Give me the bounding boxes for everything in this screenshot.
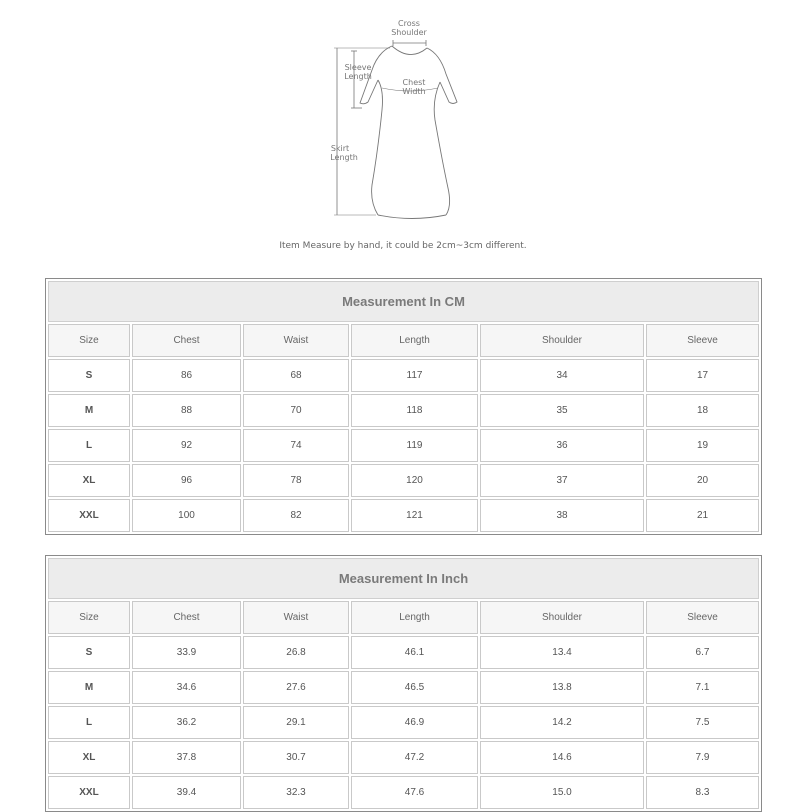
length-cell: 47.6 [351,776,478,809]
length-cell: 117 [351,359,478,392]
chest-width-label-2: Width [402,87,426,96]
size-cell: XL [48,464,130,497]
sleeve-length-label-2: Length [344,72,372,81]
shoulder-cell: 38 [480,499,644,532]
chest-width-label-1: Chest [402,78,426,87]
chest-cell: 88 [132,394,241,427]
chest-cell: 96 [132,464,241,497]
waist-cell: 74 [243,429,349,462]
sleeve-cell: 18 [646,394,759,427]
table-row [48,394,759,427]
column-header-waist: Waist [243,324,349,357]
length-cell: 121 [351,499,478,532]
shoulder-cell: 15.0 [480,776,644,809]
measurement-note: Item Measure by hand, it could be 2cm~3cm different. [279,241,527,251]
length-cell: 120 [351,464,478,497]
waist-cell: 32.3 [243,776,349,809]
dress-measurement-diagram [320,10,480,225]
waist-cell: 27.6 [243,671,349,704]
column-header-length: Length [351,601,478,634]
size-cell: XXL [48,499,130,532]
shoulder-cell: 13.4 [480,636,644,669]
table-row [48,429,759,462]
length-cell: 46.1 [351,636,478,669]
column-header-size: Size [48,324,130,357]
length-cell: 119 [351,429,478,462]
shoulder-cell: 36 [480,429,644,462]
chest-cell: 92 [132,429,241,462]
sleeve-cell: 17 [646,359,759,392]
sleeve-cell: 7.9 [646,741,759,774]
sleeve-cell: 6.7 [646,636,759,669]
column-header-shoulder: Shoulder [480,324,644,357]
shoulder-cell: 34 [480,359,644,392]
column-header-sleeve: Sleeve [646,601,759,634]
chest-cell: 34.6 [132,671,241,704]
sleeve-cell: 7.5 [646,706,759,739]
shoulder-cell: 14.2 [480,706,644,739]
sleeve-cell: 19 [646,429,759,462]
table-header-row [48,601,759,634]
shoulder-cell: 35 [480,394,644,427]
shoulder-cell: 13.8 [480,671,644,704]
table-row [48,776,759,809]
table-title: Measurement In CM [48,281,759,322]
table-row [48,636,759,669]
table-title: Measurement In Inch [48,558,759,599]
waist-cell: 68 [243,359,349,392]
table-header-row [48,324,759,357]
chest-cell: 37.8 [132,741,241,774]
cross-shoulder-label-1: Cross [398,19,420,28]
waist-cell: 30.7 [243,741,349,774]
table-row [48,741,759,774]
waist-cell: 29.1 [243,706,349,739]
column-header-waist: Waist [243,601,349,634]
size-table-cm [45,278,762,535]
table-row [48,671,759,704]
chest-cell: 86 [132,359,241,392]
table-row [48,706,759,739]
size-cell: XL [48,741,130,774]
column-header-sleeve: Sleeve [646,324,759,357]
size-cell: M [48,394,130,427]
skirt-length-label-2: Length [330,153,358,162]
waist-cell: 70 [243,394,349,427]
table-row [48,499,759,532]
chest-cell: 100 [132,499,241,532]
cross-shoulder-label-2: Shoulder [391,28,427,37]
chest-cell: 33.9 [132,636,241,669]
skirt-length-label-1: Skirt [330,144,350,153]
sleeve-cell: 8.3 [646,776,759,809]
size-cell: XXL [48,776,130,809]
table-row [48,464,759,497]
shoulder-cell: 37 [480,464,644,497]
sleeve-cell: 21 [646,499,759,532]
sleeve-cell: 20 [646,464,759,497]
column-header-length: Length [351,324,478,357]
column-header-chest: Chest [132,601,241,634]
length-cell: 46.9 [351,706,478,739]
column-header-size: Size [48,601,130,634]
size-cell: L [48,429,130,462]
sleeve-cell: 7.1 [646,671,759,704]
length-cell: 118 [351,394,478,427]
shoulder-cell: 14.6 [480,741,644,774]
length-cell: 46.5 [351,671,478,704]
sleeve-length-label-1: Sleeve [344,63,372,72]
waist-cell: 78 [243,464,349,497]
chest-cell: 39.4 [132,776,241,809]
chest-cell: 36.2 [132,706,241,739]
size-cell: L [48,706,130,739]
column-header-chest: Chest [132,324,241,357]
waist-cell: 26.8 [243,636,349,669]
size-table-inch [45,555,762,812]
size-cell: M [48,671,130,704]
waist-cell: 82 [243,499,349,532]
table-row [48,359,759,392]
size-cell: S [48,359,130,392]
length-cell: 47.2 [351,741,478,774]
dress-outline-icon [320,10,480,225]
column-header-shoulder: Shoulder [480,601,644,634]
size-cell: S [48,636,130,669]
